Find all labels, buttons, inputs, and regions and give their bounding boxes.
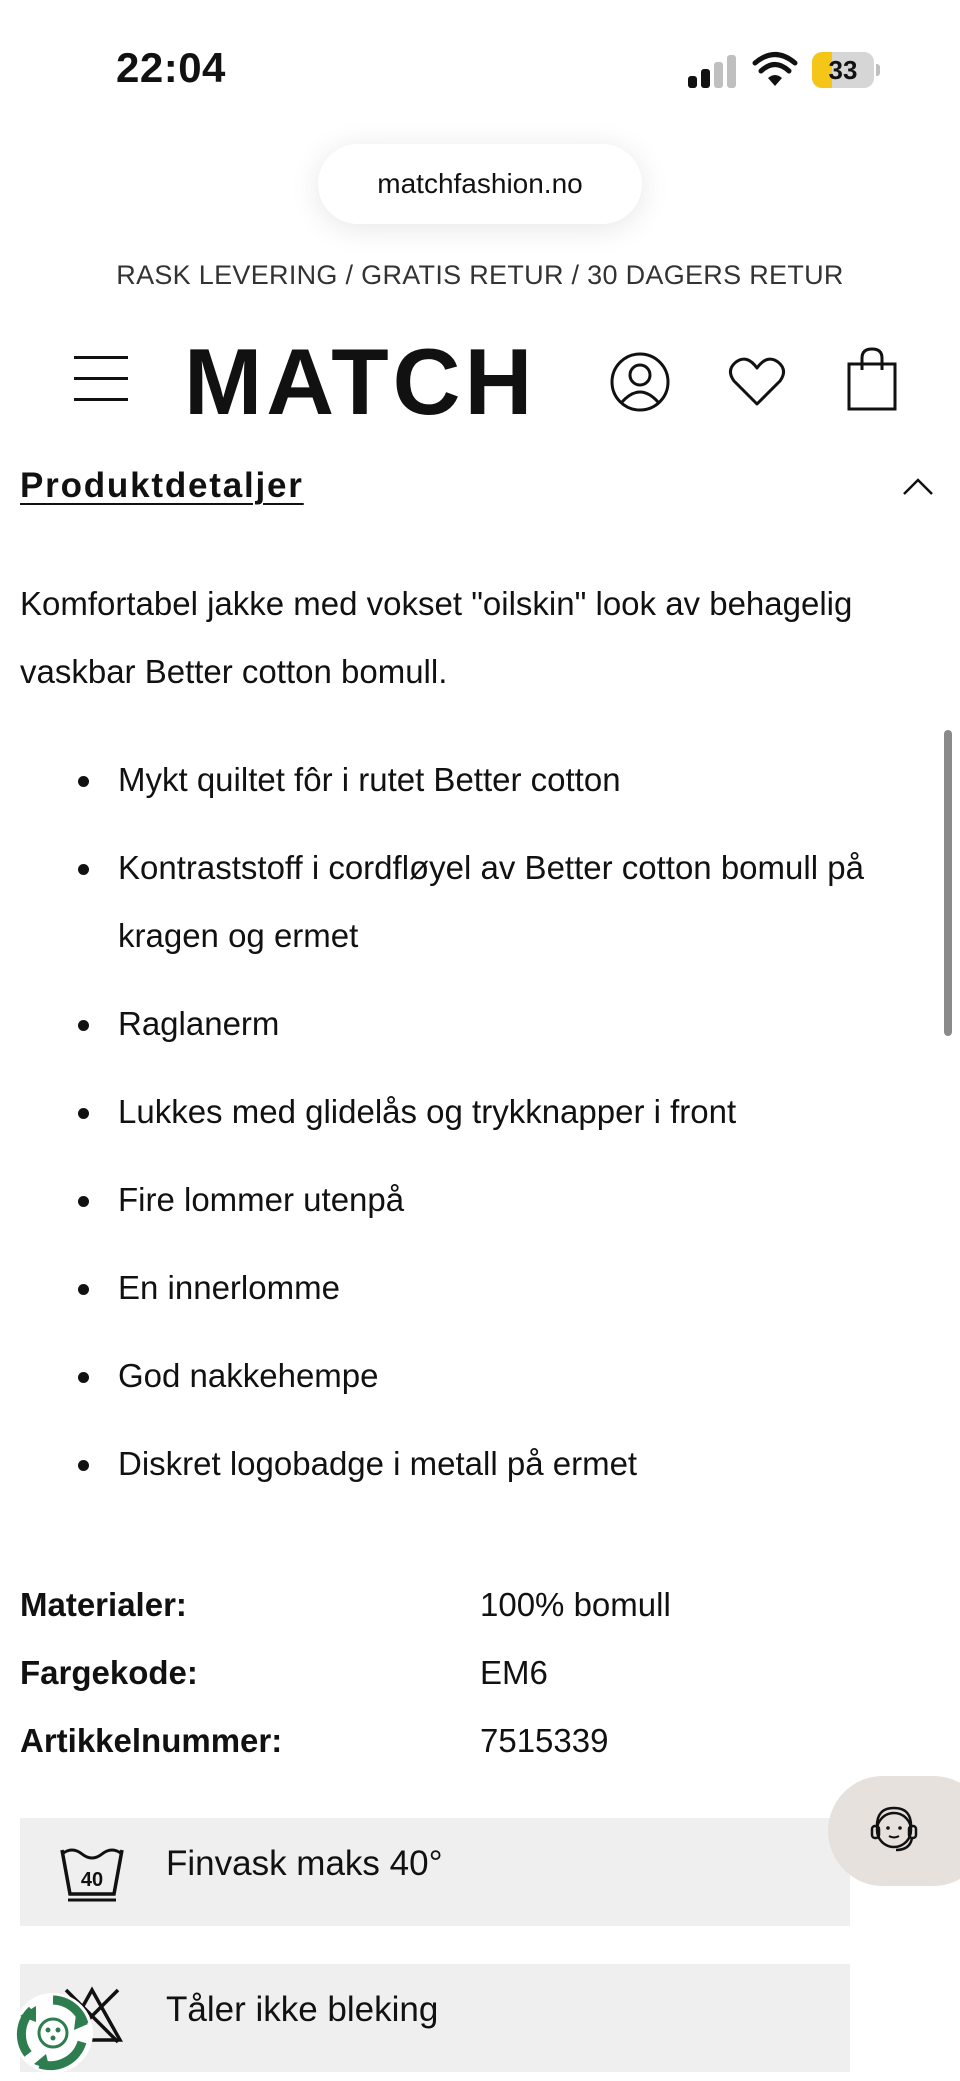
status-time: 22:04 — [116, 44, 226, 91]
product-details-title: Produktdetaljer — [20, 466, 304, 505]
customer-support-icon — [866, 1802, 922, 1860]
address-bar-url: matchfashion.no — [377, 168, 583, 199]
hamburger-menu-icon[interactable] — [74, 356, 128, 402]
feature-item: Kontraststoff i cordfløyel av Better cotton bomull på kragen og ermet — [78, 834, 938, 970]
care-item-wash — [20, 1818, 850, 1926]
shopping-bag-icon[interactable] — [846, 346, 898, 412]
spec-row-materials — [20, 1580, 920, 1648]
spec-value: 100% bomull — [480, 1586, 671, 1623]
feature-item: Fire lommer utenpå — [78, 1166, 938, 1234]
spec-label: Artikkelnummer: — [20, 1722, 283, 1759]
status-bar — [0, 0, 960, 140]
feature-item: Diskret logobadge i metall på ermet — [78, 1430, 938, 1498]
wash-40-icon — [58, 1844, 126, 1902]
address-bar[interactable] — [318, 144, 642, 224]
spec-value: EM6 — [480, 1654, 548, 1691]
customer-support-button[interactable] — [828, 1776, 960, 1886]
heart-icon[interactable] — [728, 356, 786, 408]
product-description: Komfortabel jakke med vokset "oilskin" look av behagelig vaskbar Better cotton bomull. — [20, 585, 853, 690]
wifi-icon — [752, 50, 798, 90]
feature-item: Mykt quiltet fôr i rutet Better cotton — [78, 746, 938, 814]
spec-label: Materialer: — [20, 1586, 187, 1623]
cellular-signal-icon — [688, 54, 738, 88]
product-features-list — [78, 746, 938, 1518]
battery-level: 33 — [828, 55, 858, 85]
feature-item: Lukkes med glidelås og trykknapper i front — [78, 1078, 938, 1146]
product-specs — [20, 1580, 920, 1784]
match-logo[interactable]: MATCH — [184, 329, 537, 434]
care-label: Finvask maks 40° — [166, 1844, 443, 1883]
user-account-icon[interactable] — [610, 352, 670, 412]
feature-item: En innerlomme — [78, 1254, 938, 1322]
feature-item: Raglanerm — [78, 990, 938, 1058]
spec-row-article-number — [20, 1716, 920, 1784]
chevron-up-icon[interactable] — [902, 476, 934, 496]
spec-label: Fargekode: — [20, 1654, 198, 1691]
recycle-eco-badge-icon[interactable] — [10, 1990, 96, 2076]
wash-temperature: 40 — [80, 1869, 104, 1891]
promo-banner: RASK LEVERING / GRATIS RETUR / 30 DAGERS RETUR — [116, 260, 844, 290]
battery-indicator — [812, 52, 880, 88]
spec-row-color-code — [20, 1648, 920, 1716]
care-label: Tåler ikke bleking — [166, 1990, 439, 2029]
product-details-accordion-header[interactable] — [20, 462, 940, 512]
care-item-bleach — [20, 1964, 850, 2072]
feature-item: God nakkehempe — [78, 1342, 938, 1410]
site-header — [0, 329, 960, 434]
spec-value: 7515339 — [480, 1722, 609, 1759]
page-scrollbar[interactable] — [944, 730, 952, 1036]
